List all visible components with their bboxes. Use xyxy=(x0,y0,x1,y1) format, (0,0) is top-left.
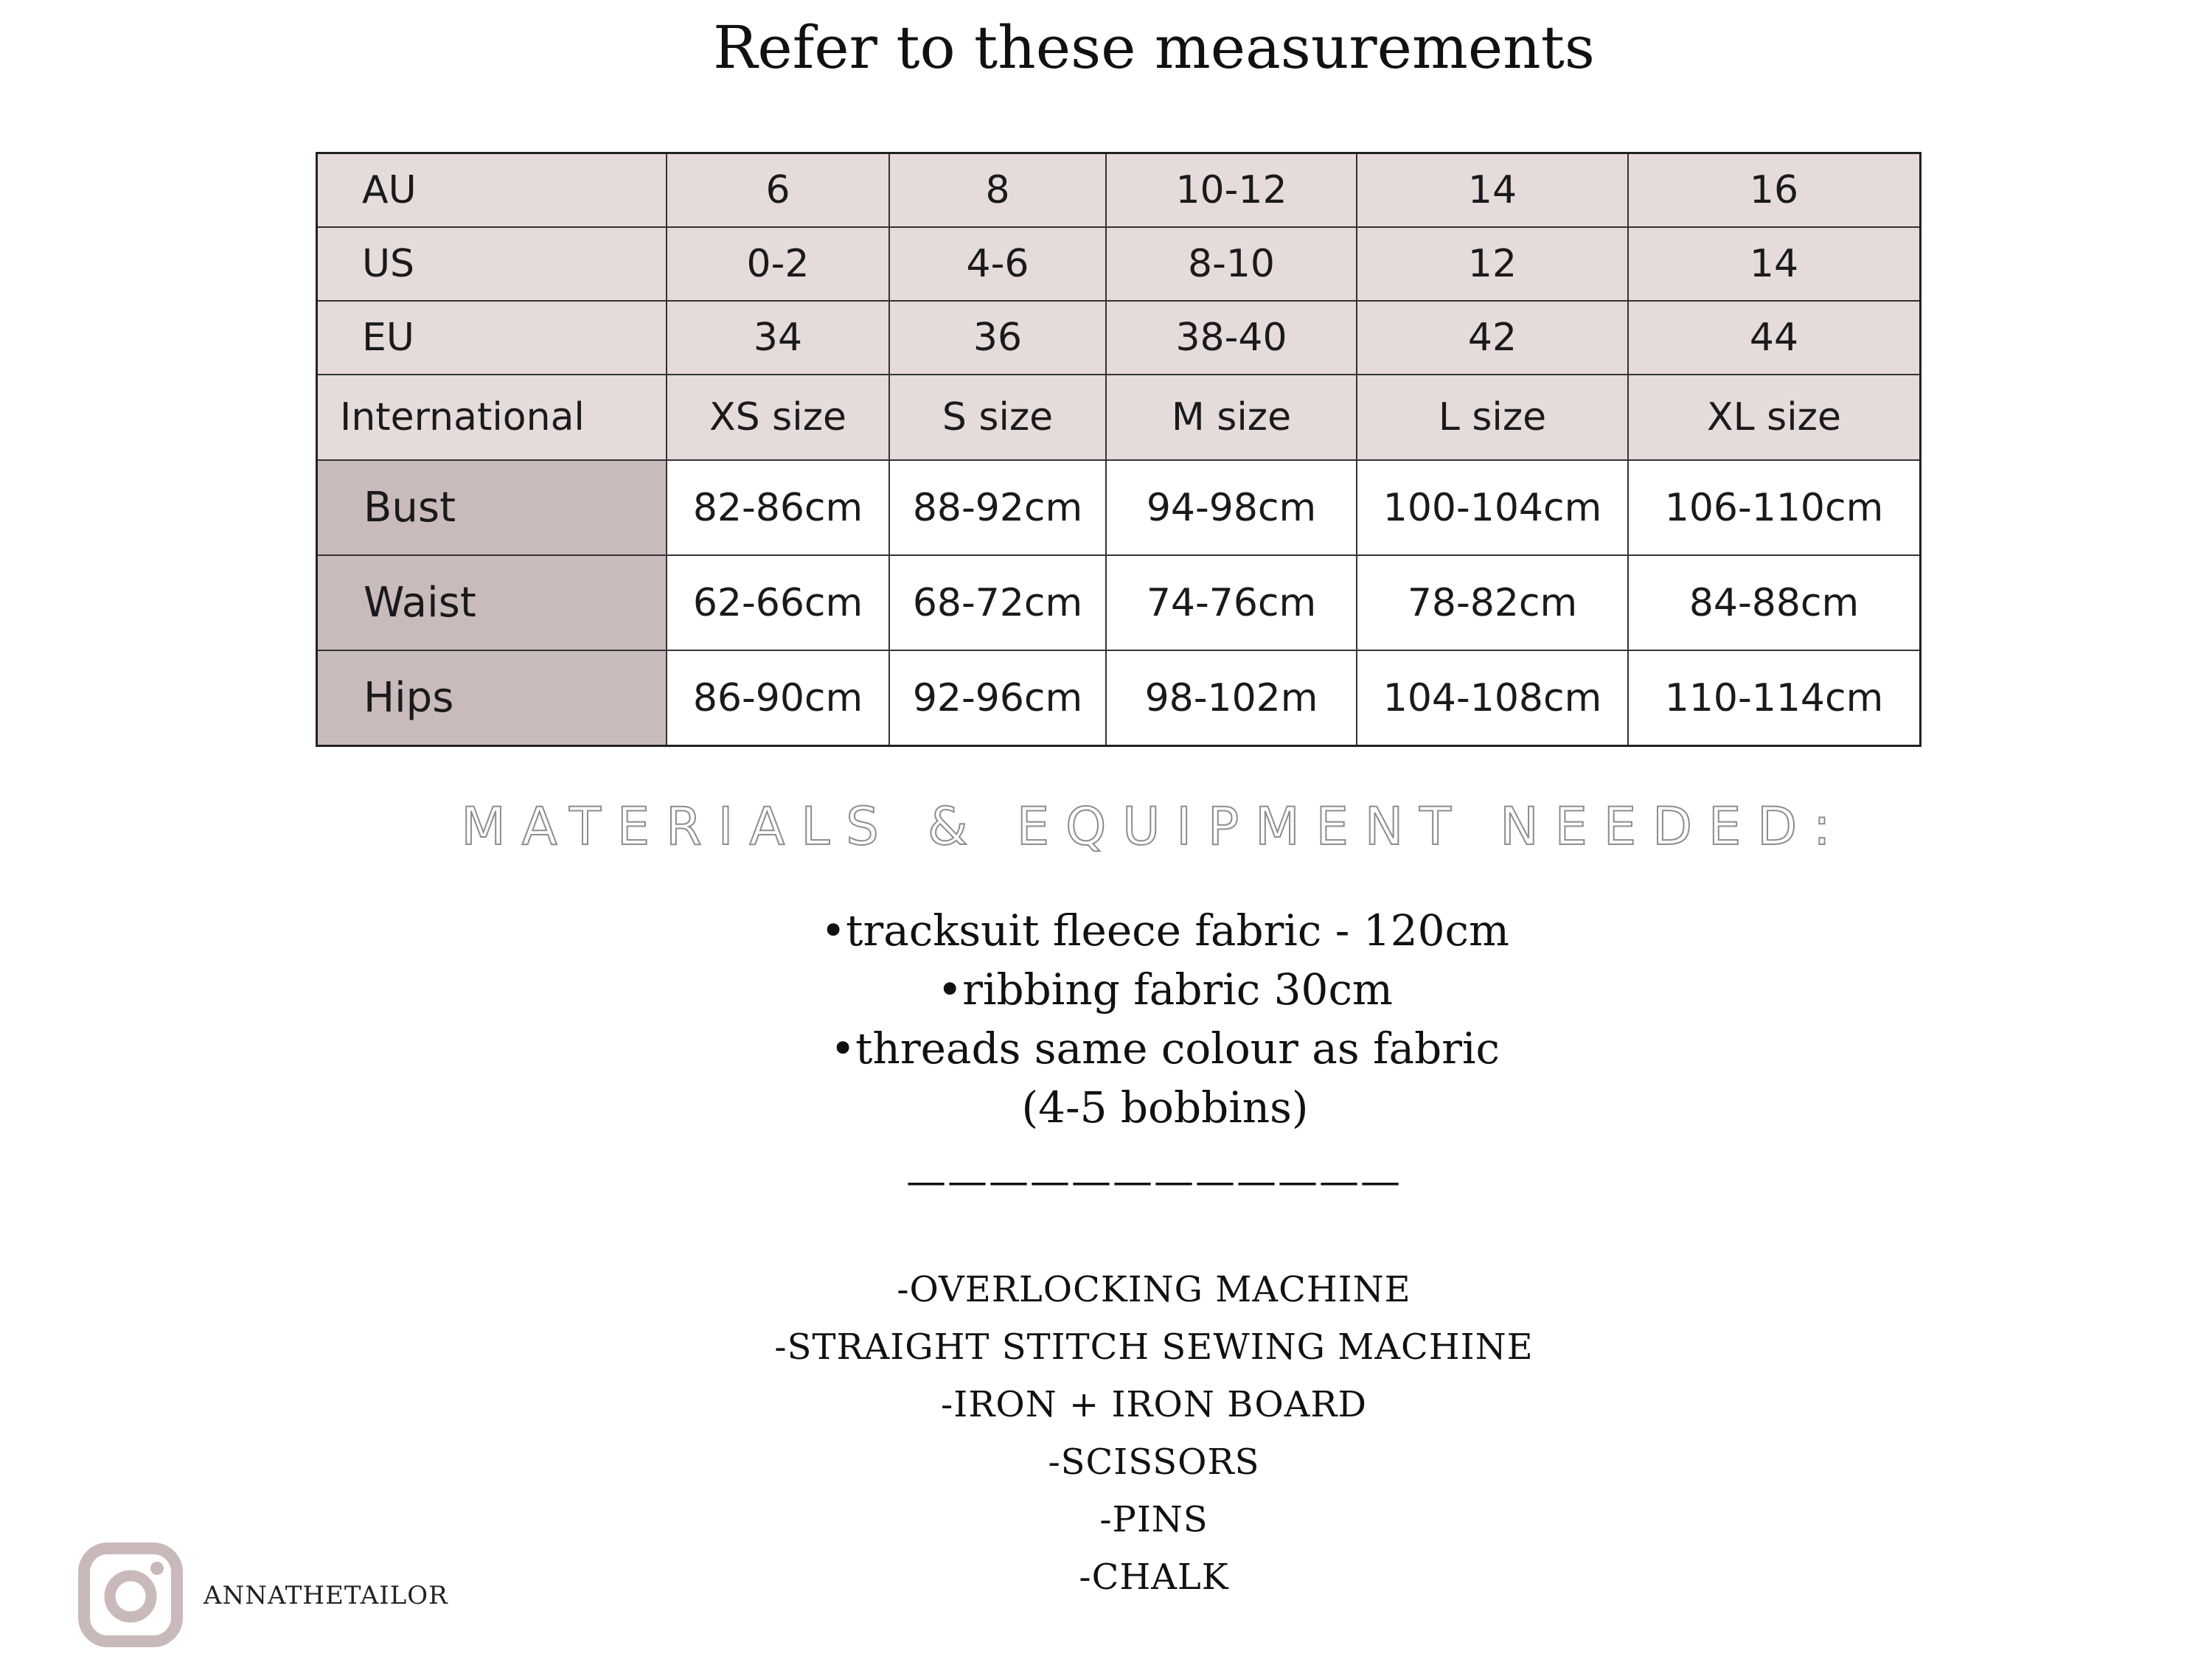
table-cell: 42 xyxy=(1357,301,1628,375)
table-cell: 84-88cm xyxy=(1628,555,1921,650)
table-cell: 62-66cm xyxy=(667,555,889,650)
materials-list xyxy=(0,901,2212,1137)
table-cell: 104-108cm xyxy=(1357,650,1628,746)
list-item: •tracksuit fleece fabric - 120cm xyxy=(820,905,1510,956)
table-cell: 86-90cm xyxy=(667,650,889,746)
table-cell: M size xyxy=(1106,375,1357,460)
divider: ———————————— xyxy=(906,1158,1402,1204)
table-cell: 12 xyxy=(1357,227,1628,301)
list-item: (4-5 bobbins) xyxy=(1021,1082,1309,1133)
list-item: -IRON + IRON BOARD xyxy=(941,1384,1367,1425)
table-cell: 8 xyxy=(889,153,1106,228)
table-cell: 0-2 xyxy=(667,227,889,301)
table-cell: 88-92cm xyxy=(889,460,1106,555)
size-row-us xyxy=(317,227,1921,301)
equipment-list xyxy=(0,1261,2212,1606)
table-cell: 16 xyxy=(1628,153,1921,228)
table-cell: 106-110cm xyxy=(1628,460,1921,555)
table-cell: 68-72cm xyxy=(889,555,1106,650)
table-cell: 38-40 xyxy=(1106,301,1357,375)
table-cell: S size xyxy=(889,375,1106,460)
row-label: EU xyxy=(317,301,667,375)
list-item: -OVERLOCKING MACHINE xyxy=(897,1269,1411,1310)
row-label: AU xyxy=(317,153,667,228)
row-label: International xyxy=(317,375,667,460)
row-label: Bust xyxy=(317,460,667,555)
table-cell: 34 xyxy=(667,301,889,375)
table-cell: 98-102m xyxy=(1106,650,1357,746)
list-item: -STRAIGHT STITCH SEWING MACHINE xyxy=(774,1326,1534,1368)
row-label: Hips xyxy=(317,650,667,746)
page-title: Refer to these measurements xyxy=(713,13,1595,82)
row-label: Waist xyxy=(317,555,667,650)
size-chart-table xyxy=(316,152,1921,747)
table-cell: 92-96cm xyxy=(889,650,1106,746)
list-item: •threads same colour as fabric xyxy=(830,1023,1500,1074)
materials-heading: MATERIALS & EQUIPMENT NEEDED: xyxy=(461,796,1847,857)
table-cell: 8-10 xyxy=(1106,227,1357,301)
table-cell: 14 xyxy=(1357,153,1628,228)
instagram-handle: ANNATHETAILOR xyxy=(204,1581,448,1610)
table-cell: 82-86cm xyxy=(667,460,889,555)
table-cell: 6 xyxy=(667,153,889,228)
list-item: •ribbing fabric 30cm xyxy=(937,964,1393,1015)
table-cell: 14 xyxy=(1628,227,1921,301)
measure-row-hips xyxy=(317,650,1921,746)
size-row-au xyxy=(317,153,1921,228)
table-cell: 110-114cm xyxy=(1628,650,1921,746)
list-item: -SCISSORS xyxy=(1048,1441,1260,1483)
row-label: US xyxy=(317,227,667,301)
table-cell: 44 xyxy=(1628,301,1921,375)
table-cell: 36 xyxy=(889,301,1106,375)
table-cell: 78-82cm xyxy=(1357,555,1628,650)
list-item: -PINS xyxy=(1099,1499,1208,1540)
measure-row-waist xyxy=(317,555,1921,650)
table-cell: 74-76cm xyxy=(1106,555,1357,650)
table-cell: 4-6 xyxy=(889,227,1106,301)
table-cell: L size xyxy=(1357,375,1628,460)
instagram-icon xyxy=(78,1543,183,1647)
table-cell: 94-98cm xyxy=(1106,460,1357,555)
size-row-eu xyxy=(317,301,1921,375)
measure-row-bust xyxy=(317,460,1921,555)
size-row-international xyxy=(317,375,1921,460)
table-cell: 100-104cm xyxy=(1357,460,1628,555)
table-cell: XL size xyxy=(1628,375,1921,460)
table-cell: XS size xyxy=(667,375,889,460)
list-item: -CHALK xyxy=(1079,1557,1229,1598)
table-cell: 10-12 xyxy=(1106,153,1357,228)
